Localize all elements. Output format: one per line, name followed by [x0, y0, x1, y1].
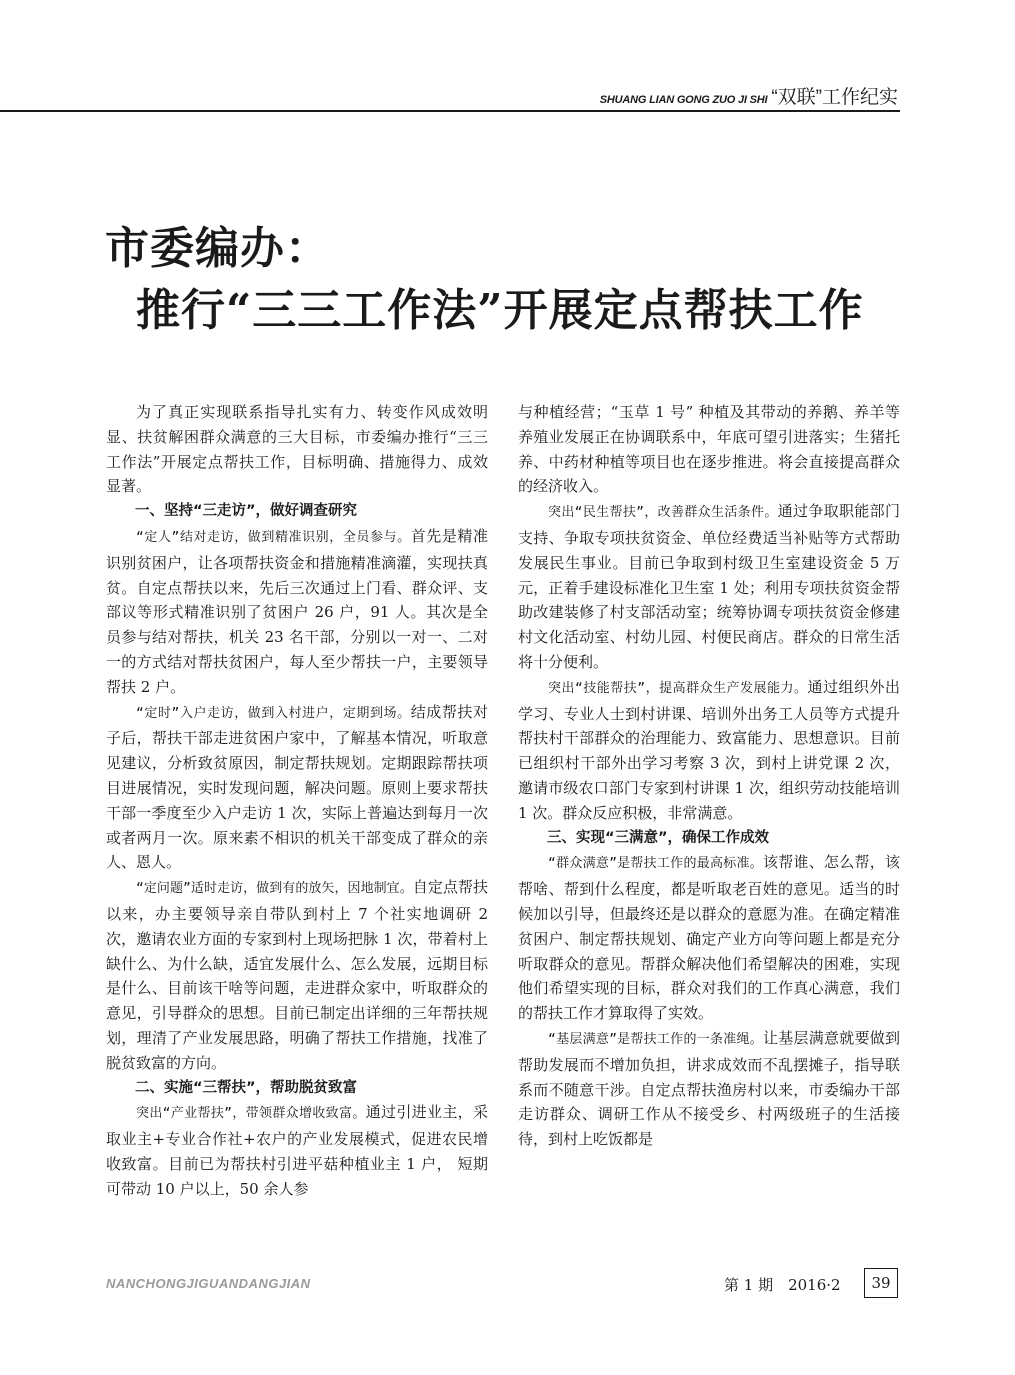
paragraph-lead: “定时”入户走访，做到入村进户，定期到场。 [136, 705, 411, 721]
paragraph [518, 1026, 900, 1152]
paragraph-lead: 突出“技能帮扶”，提高群众生产发展能力。 [548, 680, 808, 696]
paragraph-lead: 突出“产业帮扶”，带领群众增收致富。 [136, 1106, 366, 1122]
paragraph-lead: “群众满意”是帮扶工作的最高标准。 [548, 856, 763, 872]
section-heading [106, 499, 488, 524]
page-number: 39 [864, 1268, 898, 1298]
paragraph-lead: “定问题”适时走访，做到有的放矢，因地制宜。 [136, 881, 413, 897]
header-rule [0, 110, 900, 112]
running-header [0, 78, 900, 112]
header-english: SHUANG LIAN GONG ZUO JI SHI [599, 94, 768, 106]
running-header-text [600, 82, 898, 109]
paragraph-text: 为了真正实现联系指导扎实有力、转变作风成效明显、扶贫解困群众满意的三大目标，市委编办推行“三三工作法”开展定点帮扶工作，目标明确、措施得力、成效显著。 [106, 403, 488, 496]
paragraph [518, 499, 900, 675]
paragraph [106, 875, 488, 1075]
section-heading [518, 826, 900, 851]
paragraph-text: 首先是精准识别贫困户，让各项帮扶资金和措施精准滴灌，实现扶真贫。自定点帮扶以来，先后三次通过上门看、群众评、支部议等形式精准识别了贫困户 26 户，91 人。其次是全员参与结对帮扶，机关 23 名干部，分别以一对一、二对一的方式结对帮扶贫困户，每人至少帮扶一户，主要领导帮扶 2 户。 [106, 526, 488, 696]
paragraph-text: 让基层满意就要做到帮助发展而不增加负担，讲求成效而不乱摆摊子，指导联系而不随意干涉。自定点帮扶渔房村以来，市委编办干部走访群众、调研工作从不接受乡、村两级班子的生活接待，到村上吃饭都是 [518, 1028, 900, 1149]
paragraph [518, 400, 900, 499]
paragraph-text: 通过引进业主，采取业主+专业合作社+农户的产业发展模式，促进农民增收致富。目前已为帮扶村引进平菇种植业主 1 户， 短期可带动 10 户以上，50 余人参 [106, 1103, 488, 1198]
paragraph [106, 524, 488, 700]
publication-name: NANCHONGJIGUANDANGJIAN [106, 1276, 311, 1291]
paragraph [518, 850, 900, 1026]
paragraph-text: 该帮谁、怎么帮，该帮啥、帮到什么程度，都是听取老百姓的意见。适当的时候加以引导，但最终还是以群众的意愿为准。在确定精准贫困户、制定帮扶规划、确定产业方向等问题上都是充分听取群众的意见。帮群众解决他们希望解决的困难，实现他们希望实现的目标，群众对我们的工作真心满意，我们的帮扶工作才算取得了实效。 [518, 853, 900, 1023]
article-title-line1: 市委编办： [105, 223, 330, 274]
paragraph [106, 1100, 488, 1201]
paragraph [106, 700, 488, 876]
paragraph [518, 675, 900, 826]
header-chinese: “双联”工作纪实 [771, 87, 898, 108]
left-column [106, 400, 488, 1202]
paragraph-lead: “定人”结对走访，做到精准识别，全员参与。 [136, 529, 411, 545]
paragraph-text: 三、实现“三满意”，确保工作成效 [547, 829, 770, 846]
paragraph-lead: 突出“民生帮扶”，改善群众生活条件。 [548, 505, 778, 521]
paragraph-text: 二、实施“三帮扶”，帮助脱贫致富 [135, 1079, 358, 1096]
section-heading [106, 1076, 488, 1101]
paragraph-text: 一、坚持“三走访”，做好调查研究 [135, 503, 358, 520]
right-column [518, 400, 900, 1152]
paragraph-lead: “基层满意”是帮扶工作的一条准绳。 [548, 1031, 763, 1047]
issue-info: 第 1 期 2016·2 [724, 1276, 841, 1294]
paragraph-text: 通过争取职能部门支持、争取专项扶贫资金、单位经费适当补贴等方式帮助发展民生事业。目前已争取到村级卫生室建设资金 5 万元，正着手建设标准化卫生室 1 处；利用专项扶贫资金帮助改建装修了村支部活动室；统筹协调专项扶贫资金修建村文化活动室、村幼儿园、村便民商店。群众的日常生活将十分便利。 [518, 502, 900, 671]
paragraph [106, 400, 488, 499]
paragraph-text: 与种植经营；“玉草 1 号” 种植及其带动的养鹅、养羊等养殖业发展正在协调联系中，年底可望引进落实；生猪托养、中药材种植等项目也在逐步推进。将会直接提高群众的经济收入。 [518, 403, 900, 496]
paragraph-text: 自定点帮扶以来，办主要领导亲自带队到村上 7 个社实地调研 2 次，邀请农业方面的专家到村上现场把脉 1 次，带着村上缺什么、为什么缺，适宜发展什么、怎么发展，远期目标是什么、目前该干啥等问题，走进群众家中，听取群众的意见，引导群众的思想。目前已制定出详细的三年帮扶规划，理清了产业发展思路，明确了帮扶工作措施，找准了脱贫致富的方向。 [106, 878, 488, 1072]
paragraph-text: 结成帮扶对子后，帮扶干部走进贫困户家中，了解基本情况，听取意见建议，分析致贫原因，制定帮扶规划。定期跟踪帮扶项目进展情况，实时发现问题，解决问题。原则上要求帮扶干部一季度至少入户走访 1 次，实际上普遍达到每月一次或者两月一次。原来素不相识的机关干部变成了群众的亲人、恩人。 [106, 702, 488, 872]
paragraph-text: 通过组织外出学习、专业人士到村讲课、培训外出务工人员等方式提升帮扶村干部群众的治理能力、致富能力、思想意识。目前已组织村干部外出学习考察 3 次，到村上讲党课 2 次，邀请市级农口部门专家到村讲课 1 次，组织劳动技能培训 1 次。群众反应积极，非常满意。 [518, 677, 900, 822]
article-title-line2: 推行“三三工作法”开展定点帮扶工作 [136, 285, 864, 336]
